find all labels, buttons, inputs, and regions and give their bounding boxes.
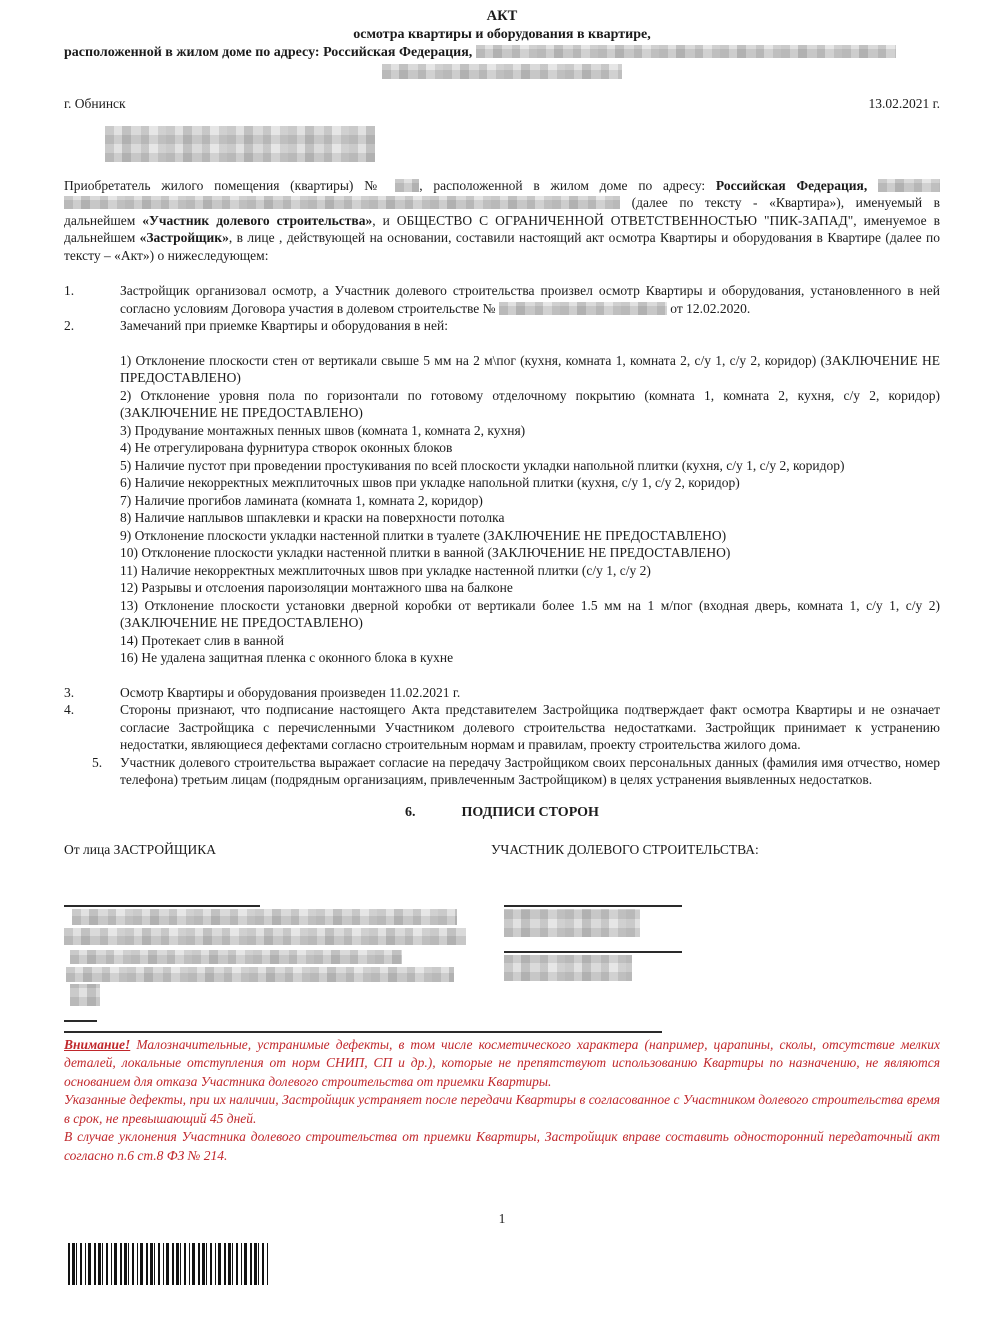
defect-item: 8) Наличие наплывов шпаклевки и краски на поверхности потолка — [120, 510, 505, 525]
document-address-line — [64, 44, 940, 62]
defect-item: 11) Наличие некорректных межплиточных швов при укладке настенной плитки (с/у 1, с/у 2) — [120, 562, 651, 578]
item-5-text: Участник долевого строительства выражает согласие на передачу Застройщиком своих персональных данных (фамилия имя отчество, номер телефона) третьим лицам (подрядным организациям, привлеченным Застройщиком) в целях устранения выявленных недостатков. — [120, 754, 940, 787]
defect-item: 6) Наличие некорректных межплиточных швов при укладке напольной плитки (кухня, с/у 1, с/у 2, коридор) — [120, 475, 740, 490]
date: 13.02.2021 г. — [868, 96, 940, 111]
participant-signature-block — [504, 905, 744, 981]
item-1-text-b: от 12.02.2020. — [666, 300, 751, 316]
item-1-number: 1. — [64, 283, 75, 298]
signatures-heading — [64, 804, 940, 822]
intro-text-3: (далее по тексту - «Квартира»), именуемый в дальнейшем — [64, 195, 940, 228]
redacted-recipient-block — [105, 126, 375, 162]
intro-country: Российская Федерация, — [715, 177, 868, 193]
participant-signature-line-1 — [504, 905, 682, 907]
item-4-text: Стороны признают, что подписание настоящего Акта представителем Застройщика подтверждает факт осмотра Квартиры и не означает согласие Застройщика с перечисленными Участником долевого строительства недостатками. Застройщик принимает к устранению недостатки, являющиеся дефектами согласно строительным нормам и правилам, проекту строительства жилого дома. — [120, 702, 940, 752]
defect-item: 5) Наличие пустот при проведении простукивания по всей плоскости укладки напольной плитки (кухня, с/у 1, с/у 2, коридор) — [120, 457, 845, 473]
redacted-developer-name-3 — [70, 950, 402, 964]
warning-paragraph-3: В случае уклонения Участника долевого строительства от приемки Квартиры, Застройщик вправе составить односторонний передаточный акт согласно п.6 ст.8 ФЗ № 214. — [64, 1129, 940, 1164]
page-number: 1 — [498, 1210, 506, 1226]
redacted-developer-name-1 — [72, 909, 457, 925]
signatures-heading-title: ПОДПИСИ СТОРОН — [461, 804, 599, 820]
developer-signature-line — [64, 905, 260, 907]
defect-item: 1) Отклонение плоскости стен от вертикали свыше 5 мм на 2 м\пог (кухня, комната 1, комната 2, с/у 1, с/у 2, коридор) (ЗАКЛЮЧЕНИЕ НЕ ПРЕДОСТАВЛЕНО) — [120, 352, 940, 385]
intro-participant: «Участник долевого строительства» — [142, 212, 373, 228]
separator-long — [64, 1031, 662, 1033]
list-item-2 — [64, 317, 940, 335]
item-1-text — [120, 282, 940, 317]
warning-paragraph-1 — [64, 1036, 940, 1092]
address-line2 — [64, 64, 940, 82]
document-subtitle: осмотра квартиры и оборудования в квартире, — [353, 26, 651, 42]
signatures-heading-number: 6. — [405, 804, 416, 820]
redacted-participant-name-1 — [504, 909, 640, 937]
defect-item: 10) Отклонение плоскости укладки настенной плитки в ванной (ЗАКЛЮЧЕНИЕ НЕ ПРЕДОСТАВЛЕНО) — [120, 545, 731, 560]
warning-text-1: Малозначительные, устранимые дефекты, в том числе косметического характера (например, царапины, сколы, отсутствие мелких деталей, локальные отступления от норм СНИП, СП и др.), которые не препятствуют использованию Квартиры по назначению, не являются основанием для отказа Участника долевого строительства от приемки Квартиры. — [64, 1036, 940, 1089]
redacted-address-part2 — [382, 64, 622, 79]
list-item-3 — [64, 684, 940, 702]
address-prefix: расположенной в жилом доме по адресу: — [64, 45, 324, 60]
redacted-contract-number — [499, 302, 667, 315]
signature-labels — [64, 841, 940, 859]
defect-item: 14) Протекает слив в ванной — [120, 632, 285, 648]
address-country: Российская Федерация, — [323, 45, 473, 60]
item-3-text: Осмотр Квартиры и оборудования произведен 11.02.2021 г. — [120, 684, 461, 700]
developer-label: От лица ЗАСТРОЙЩИКА — [64, 842, 216, 857]
defects-list — [120, 352, 940, 667]
participant-label: УЧАСТНИК ДОЛЕВОГО СТРОИТЕЛЬСТВА: — [491, 842, 759, 857]
list-item-1 — [64, 282, 940, 317]
city: г. Обнинск — [64, 96, 126, 111]
developer-signature-block — [64, 905, 534, 1006]
warning-block — [64, 1036, 940, 1166]
redacted-developer-name-5 — [70, 984, 100, 1006]
numbered-list — [64, 282, 940, 335]
intro-paragraph — [64, 177, 940, 265]
item-1-text-a: Застройщик организовал осмотр, а Участник долевого строительства произвел осмотр Квартиры и оборудования, установленного в ней согласно условиям Договора участия в долевом строительстве № — [120, 283, 940, 316]
redacted-participant-name-2 — [504, 955, 632, 981]
signature-area — [64, 905, 940, 1019]
item-2-text: Замечаний при приемке Квартиры и оборудования в ней: — [120, 318, 448, 333]
redacted-developer-name-4 — [66, 967, 454, 982]
intro-text-2: , расположенной в жилом доме по адресу: — [419, 177, 716, 193]
intro-text-1: Приобретатель жилого помещения (квартиры) № — [64, 177, 396, 193]
list-item-5 — [64, 754, 940, 789]
warning-label: Внимание! — [64, 1036, 131, 1052]
document-title: АКТ — [486, 8, 518, 24]
defect-item: 7) Наличие прогибов ламината (комната 1, комната 2, коридор) — [120, 492, 483, 508]
item-5-number: 5. — [92, 754, 103, 770]
defect-item: 4) Не отрегулирована фурнитура створок оконных блоков — [120, 440, 453, 455]
defect-item: 3) Продувание монтажных пенных швов (комната 1, комната 2, кухня) — [120, 422, 526, 438]
defect-item: 16) Не удалена защитная пленка с оконного блока в кухне — [120, 650, 454, 665]
item-2-number: 2. — [64, 318, 75, 333]
redacted-address-inline-2 — [64, 196, 620, 209]
intro-developer: «Застройщик» — [139, 230, 229, 245]
warning-paragraph-2: Указанные дефекты, при их наличии, Застройщик устраняет после передачи Квартиры в согласованное с Участником долевого строительства время в срок, не превышающий 45 дней. — [64, 1092, 940, 1126]
barcode — [68, 1243, 268, 1285]
redacted-developer-name-2 — [64, 928, 466, 945]
intro-text-4: , и ОБЩЕСТВО С ОГРАНИЧЕННОЙ ОТВЕТСТВЕННОСТЬЮ "ПИК-ЗАПАД", именуемое в дальнейшем — [64, 212, 940, 245]
meta-row — [64, 95, 940, 113]
list-item-4 — [64, 701, 940, 754]
item-4-number: 4. — [64, 702, 75, 717]
separator-short — [64, 1020, 97, 1022]
redacted-address-inline-1 — [878, 179, 940, 192]
defect-item: 13) Отклонение плоскости установки дверной коробки от вертикали более 1.5 мм на 1 м/пог (входная дверь, комната 1, с/у 1, с/у 2) (ЗАКЛЮЧЕНИЕ НЕ ПРЕДОСТАВЛЕНО) — [120, 597, 940, 630]
participant-signature-line-2 — [504, 951, 682, 953]
item-3-number: 3. — [64, 684, 75, 700]
redacted-address-part1 — [476, 45, 896, 58]
defect-item: 2) Отклонение уровня пола по горизонтали по готовому отделочному покрытию (комната 1, комната 2, кухня, с/у 2, коридор) (ЗАКЛЮЧЕНИЕ НЕ ПРЕДОСТАВЛЕНО) — [120, 387, 940, 420]
defect-item: 9) Отклонение плоскости укладки настенной плитки в туалете (ЗАКЛЮЧЕНИЕ НЕ ПРЕДОСТАВЛЕНО) — [120, 527, 727, 543]
defect-item: 12) Разрывы и отслоения пароизоляции монтажного шва на балконе — [120, 580, 513, 595]
intro-text-5: , в лице , действующей на основании, составили настоящий акт осмотра Квартиры и оборудования в Квартире (далее по тексту – «Акт») о нижеследующем: — [64, 230, 940, 263]
numbered-list-tail — [64, 684, 940, 789]
redacted-apartment-number — [395, 179, 419, 192]
